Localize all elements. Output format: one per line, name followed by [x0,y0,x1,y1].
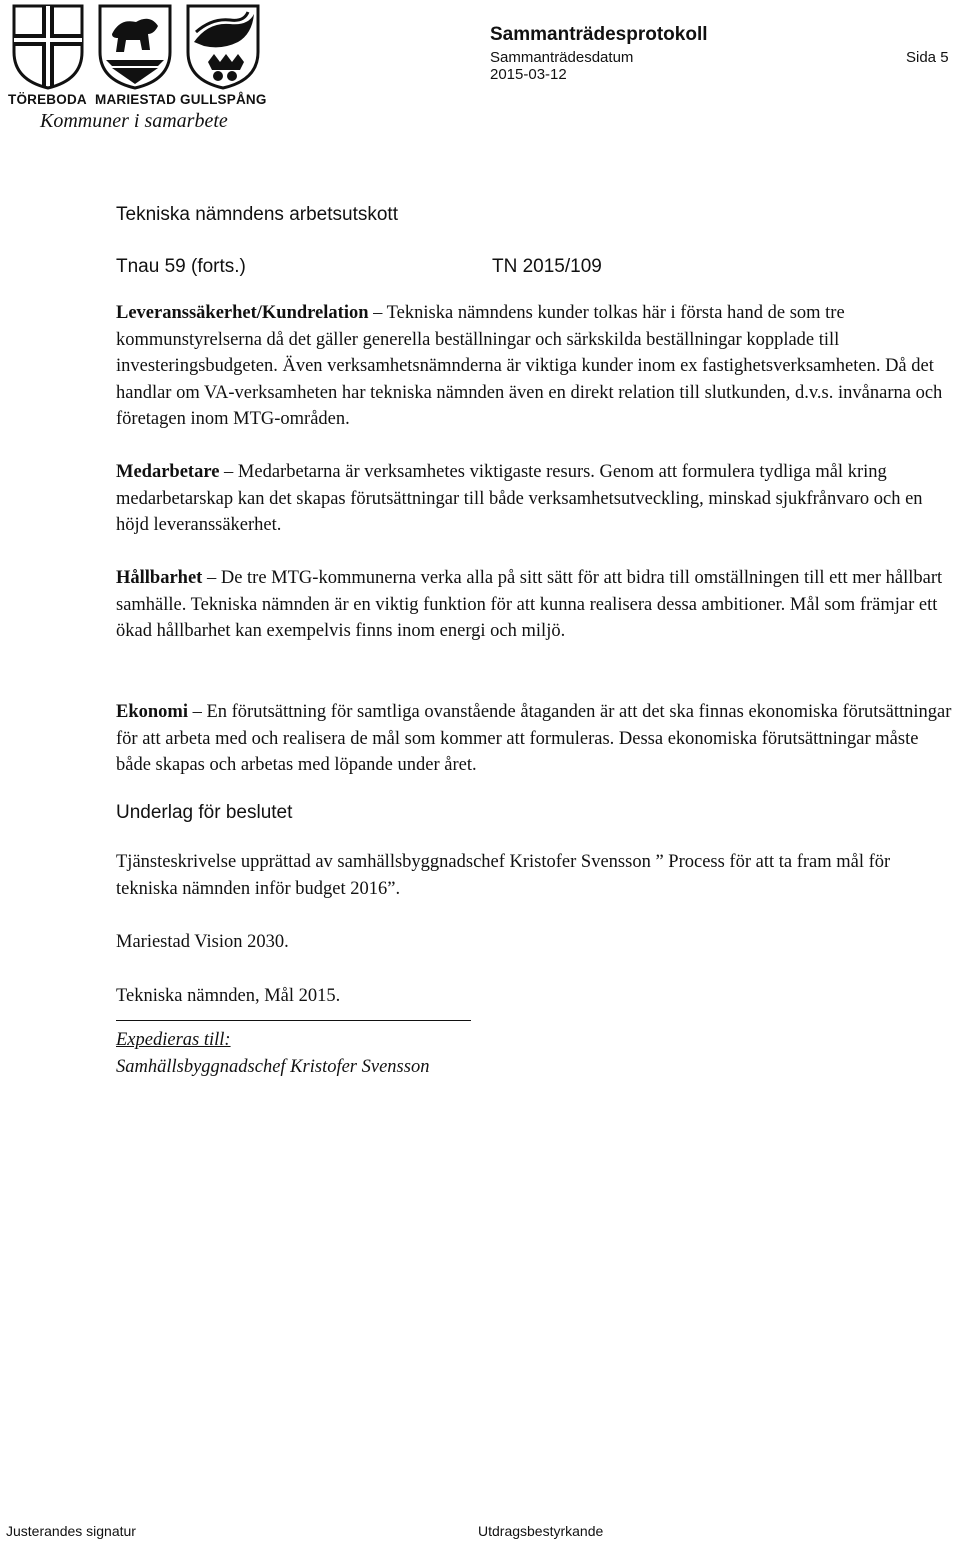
dash: – [187,702,207,722]
dash: – [202,568,221,588]
dash: – [219,462,238,482]
dash: – [368,303,387,323]
paragraph-text: De tre MTG-kommunerna verka alla på sitt sätt för att bidra till omställningen till ett mer hållbart samhälle. Tekniska nämnden är en viktig funktion för att kunna realisera dessa ambitioner. Mål som främjar ett ökad hållbarhet kan exempelvis finns inom energi och miljö. [116,568,943,641]
paragraph-ekonomi [116,699,956,779]
municipality-logos [8,4,267,132]
coat-of-arms-icon [8,4,263,90]
paragraph-heading: Hållbarhet [116,568,203,588]
expedieras-block [116,1027,429,1080]
item-number: Tnau 59 (forts.) [116,256,246,277]
underlag-text: Mariestad Vision 2030. [116,932,289,952]
paragraph-text: En förutsättning för samtliga ovanstående åtaganden är att det ska finnas ekonomiska förutsättningar för att arbeta med och realisera de mål som kommer att formuleras. Dessa ekonomiska förutsättningar måste både skapas och arbetas med löpande under året. [116,702,952,775]
paragraph-heading: Ekonomi [116,702,188,722]
expedieras-recipient: Samhällsbyggnadschef Kristofer Svensson [116,1056,430,1077]
document-title: Sammanträdesprotokoll [490,24,708,45]
gullspang-label: GULLSPÅNG [180,92,267,107]
underlag-text: Tjänsteskrivelse upprättad av samhällsbyggnadschef Kristofer Svensson ” Process för att ta fram mål för tekniska nämnden inför budget 2016”. [116,852,891,899]
underlag-text: Tekniska nämnden, Mål 2015. [116,986,341,1006]
underlag-item [116,849,956,902]
mariestad-label: MARIESTAD [95,92,177,107]
paragraph-heading: Medarbetare [116,462,220,482]
paragraph-hallbarhet [116,565,956,645]
expedieras-label: Expedieras till: [116,1030,231,1050]
underlag-heading: Underlag för beslutet [116,802,293,823]
footer-signature-label: Justerandes signatur [6,1523,136,1539]
paragraph-leveranssakerhet [116,300,956,433]
paragraph-text: Tekniska nämndens kunder tolkas här i första hand de som tre kommunstyrelserna då det gäller generella beställningar och särkskilda beställningar kopplade till investeringsbudgeten. Även verksamhetsnämnderna är viktiga kunder inom ex fastighetsverksamheten. Då det handlar om VA-verksamheten har tekniska nämnden även en direkt relation till slutkunden, d.v.s. invånarna och företagen inom MTG-områden. [116,303,943,429]
paragraph-text: Medarbetarna är verksamhetes viktigaste resurs. Genom att formulera tydliga mål kring medarbetarskap kan det skapas förutsättningar till både verksamhetsutveckling, minskad sjukfrånvaro och en höjd leveranssäkerhet. [116,462,923,535]
page-number: Sida 5 [906,49,949,66]
underlag-item [116,983,956,1010]
meeting-date: 2015-03-12 [490,66,567,83]
paragraph-heading: Leveranssäkerhet/Kundrelation [116,303,369,323]
paragraph-medarbetare [116,459,956,539]
footer-extract-label: Utdragsbestyrkande [478,1523,604,1539]
underlag-item [116,929,956,956]
meeting-date-label: Sammanträdesdatum [490,49,634,66]
separator-line [116,1020,471,1021]
case-number: TN 2015/109 [492,256,602,277]
toreboda-label: TÖREBODA [8,92,87,107]
logo-tagline: Kommuner i samarbete [40,110,228,132]
committee-heading: Tekniska nämndens arbetsutskott [116,204,398,225]
